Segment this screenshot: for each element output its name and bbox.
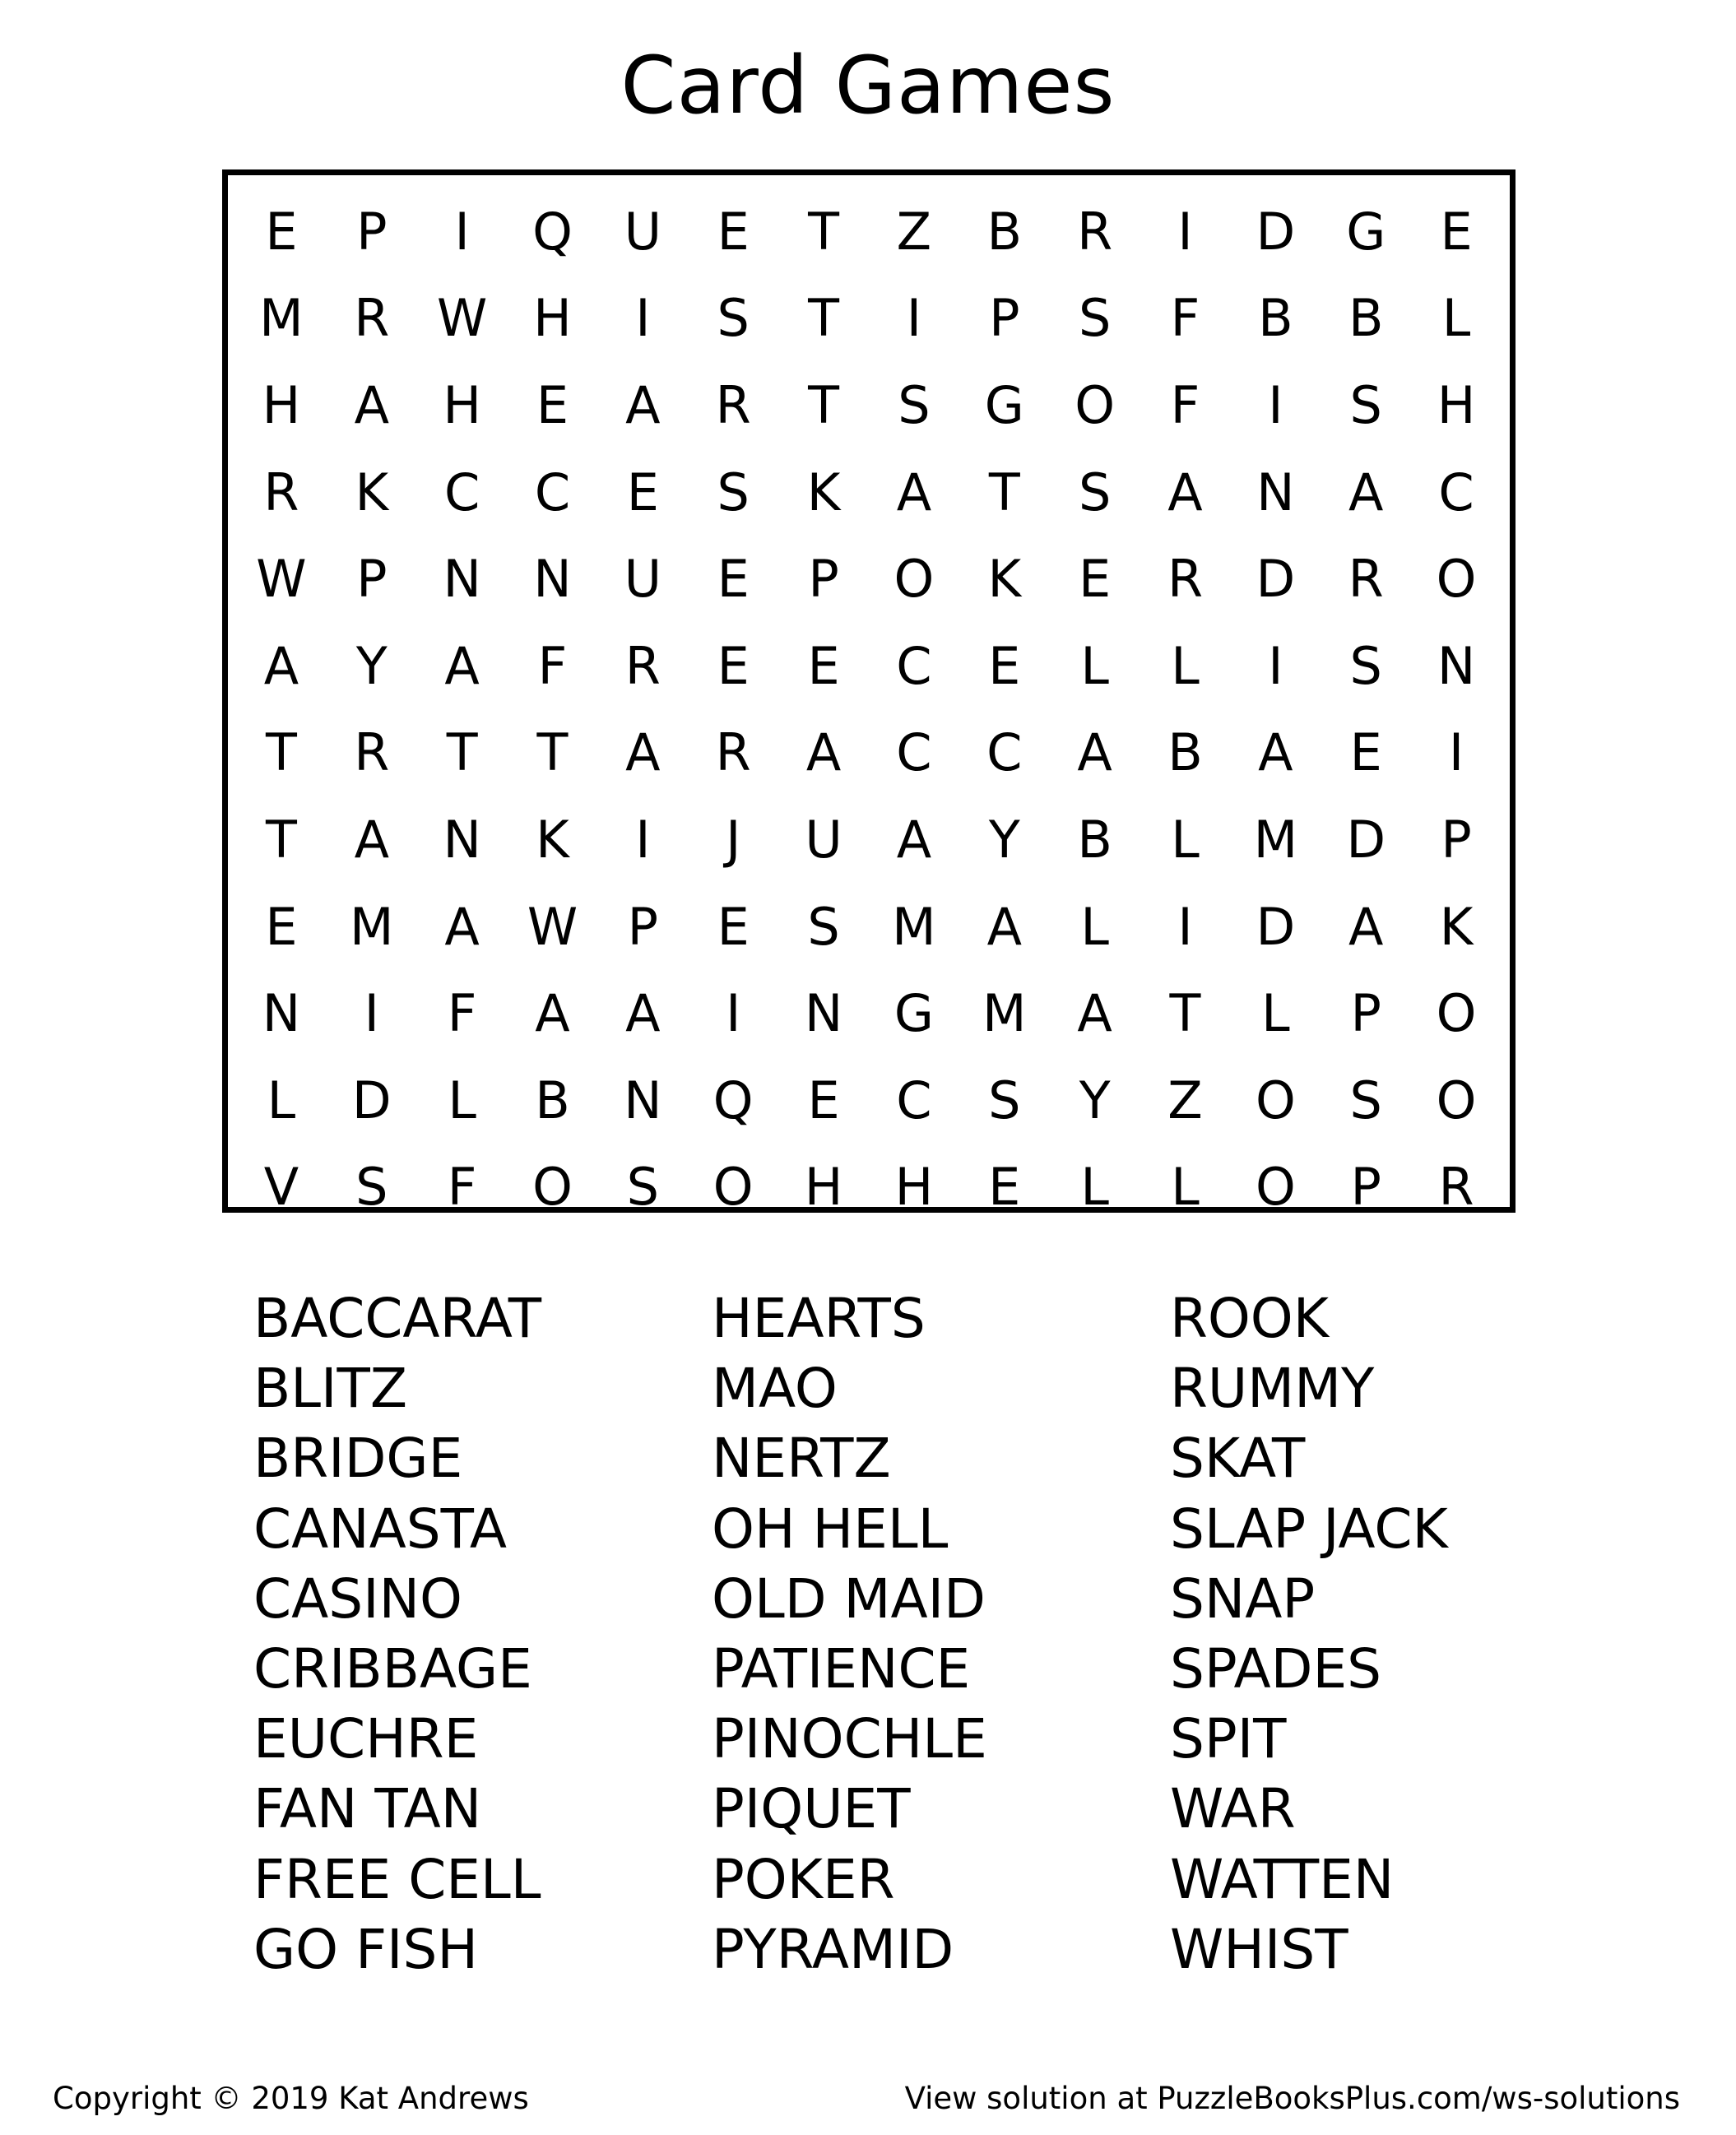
grid-letter: N [443,549,481,610]
grid-letter: A [444,635,480,696]
grid-letter: N [443,809,481,870]
grid-letter: S [717,288,750,349]
grid-letter: R [624,635,661,696]
grid-letter: I [635,288,651,349]
grid-letter: T [808,201,839,262]
grid-letter: O [1436,983,1477,1044]
word-column [712,1283,1170,1984]
page-title: Card Games [620,39,1116,132]
grid-letter: U [624,549,662,610]
grid-letter: E [265,896,298,957]
word-list-item: FREE CELL [253,1847,541,1911]
grid-letter: N [262,983,301,1044]
grid-letter: S [988,1070,1021,1130]
grid-letter: R [1438,1157,1474,1218]
grid-letter: O [1255,1070,1296,1130]
grid-letter: I [1177,201,1193,262]
word-list-item: RUMMY [1170,1357,1375,1421]
word-list-item: POKER [712,1847,895,1911]
word-list-item: WHIST [1170,1917,1348,1981]
word-list-item: HEARTS [712,1287,926,1350]
grid-letter: A [1258,722,1293,783]
word-list-item: CASINO [253,1566,462,1631]
grid-letter: R [1077,201,1113,262]
grid-letter: Z [896,201,932,262]
grid-letter: M [1253,809,1298,870]
grid-letter: P [627,896,659,957]
grid-letter: M [892,896,936,957]
grid-letter: I [726,983,741,1044]
grid-letter: L [1080,896,1109,957]
grid-letter: A [1348,896,1384,957]
word-list-item: BLITZ [253,1357,408,1421]
grid-letter: E [1079,549,1112,610]
grid-letter: U [805,809,842,870]
grid-letter: T [265,809,297,870]
grid-letter: P [1350,983,1381,1044]
grid-letter: H [894,1157,934,1218]
grid-letter: A [896,462,932,522]
solution-link-text: View solution at PuzzleBooksPlus.com/ws-solutions [904,2081,1680,2116]
grid-letter: B [1077,809,1112,870]
grid-letter: O [532,1157,573,1218]
word-list-item: CANASTA [253,1497,507,1561]
grid-letter: R [354,722,390,783]
grid-letter: E [536,374,569,435]
grid-letter: Y [988,809,1020,870]
grid-letter: O [1075,374,1116,435]
grid-letter: L [1171,1157,1200,1218]
grid-letter: F [447,1157,477,1218]
word-list-item: MAO [712,1357,838,1421]
grid-letter: P [808,549,839,610]
grid-letter: B [1167,722,1203,783]
grid-letter: W [436,288,488,349]
grid-letter: E [1440,201,1473,262]
word-list-item: FAN TAN [253,1777,482,1841]
word-column [253,1283,712,1984]
grid-letter: G [984,374,1024,435]
grid-letter: O [1255,1157,1296,1218]
grid-letter: S [626,1157,660,1218]
word-list-item: ROOK [1170,1287,1330,1350]
grid-letter: F [1170,374,1200,435]
grid-letter: E [807,635,840,696]
word-list-item: WATTEN [1170,1847,1395,1911]
grid-letter: C [896,722,932,783]
grid-letter: T [988,462,1020,522]
grid-letter: O [1436,549,1477,610]
grid-letter: H [443,374,481,435]
grid-letter: S [1349,635,1382,696]
grid-letter: J [726,809,741,870]
grid-letter: N [533,549,572,610]
grid-letter: L [267,1070,296,1130]
grid-letter: P [356,201,388,262]
grid-letter: W [256,549,307,610]
grid-letter: F [447,983,477,1044]
grid-letter: F [537,635,568,696]
grid-letter: K [536,809,569,870]
grid-letter: C [534,462,571,522]
grid-letter: I [906,288,922,349]
grid-letter: C [443,462,480,522]
grid-letter: S [898,374,931,435]
grid-letter: L [1171,809,1200,870]
grid-letter: B [535,1070,570,1130]
grid-letter: P [356,549,388,610]
grid-letter: O [894,549,935,610]
grid-letter: I [1268,374,1283,435]
grid-letter: R [1167,549,1204,610]
grid-letter: S [807,896,840,957]
word-list-item: SLAP JACK [1170,1497,1448,1561]
word-list-item: PYRAMID [712,1917,954,1981]
grid-letter: N [1437,635,1476,696]
grid-letter: T [536,722,569,783]
grid-letter: Q [532,201,573,262]
word-list-item: BRIDGE [253,1427,463,1491]
grid-letter: D [1256,201,1296,262]
word-column [1170,1283,1537,1984]
grid-letter: R [354,288,390,349]
grid-letter: L [1441,288,1471,349]
grid-letter: Y [1079,1070,1111,1130]
grid-letter: T [265,722,297,783]
grid-letter: A [1167,462,1203,522]
word-list-item: CRIBBAGE [253,1636,532,1701]
grid-letter: D [1346,809,1386,870]
grid-letter: A [896,809,932,870]
grid-letter: E [626,462,659,522]
grid-letter: N [804,983,843,1044]
grid-letter: S [1349,1070,1382,1130]
grid-letter: K [806,462,841,522]
grid-letter: E [717,635,750,696]
word-list-item: EUCHRE [253,1707,479,1771]
grid-letter: R [715,722,751,783]
grid-letter: I [1268,635,1283,696]
grid-letter: O [713,1157,754,1218]
copyright-text: Copyright © 2019 Kat Andrews [53,2081,529,2116]
grid-letter: A [625,722,661,783]
word-list-item: NERTZ [712,1427,891,1491]
grid-letter: C [896,1070,932,1130]
word-list-item: BACCARAT [253,1287,542,1350]
grid-letter: Q [713,1070,754,1130]
word-list-item: PIQUET [712,1777,911,1841]
grid-letter: P [989,288,1020,349]
grid-letter: M [982,983,1027,1044]
grid-letter: G [894,983,934,1044]
grid-letter: T [446,722,478,783]
grid-letter: H [262,374,301,435]
grid-letter: D [351,1070,392,1130]
grid-letter: M [259,288,304,349]
grid-letter: S [1078,462,1112,522]
grid-letter: V [263,1157,299,1218]
grid-letter: A [263,635,299,696]
grid-letter: E [265,201,298,262]
grid-letter: R [1348,549,1384,610]
grid-letter: S [1349,374,1382,435]
grid-letter: Z [1167,1070,1203,1130]
grid-letter: E [807,1070,840,1130]
grid-letter: P [1350,1157,1381,1218]
grid-letter: N [624,1070,662,1130]
grid-letter: L [1171,635,1200,696]
grid-letter: E [1349,722,1382,783]
grid-letter: E [717,201,750,262]
grid-letter: S [717,462,750,522]
grid-letter: T [808,374,839,435]
grid-letter: H [1437,374,1476,435]
grid-letter: E [717,549,750,610]
grid-letter: F [1170,288,1200,349]
grid-letter: D [1256,896,1296,957]
grid-letter: I [1177,896,1193,957]
word-list-item: PINOCHLE [712,1707,987,1771]
grid-letter: H [533,288,572,349]
grid-letter: D [1256,549,1296,610]
grid-letter: E [988,1157,1021,1218]
grid-letter: R [715,374,751,435]
grid-letter: W [527,896,578,957]
grid-letter: A [625,374,661,435]
word-list-item: SNAP [1170,1566,1316,1631]
grid-letter: L [1080,1157,1109,1218]
grid-letter: A [444,896,480,957]
grid-letter: K [1439,896,1474,957]
grid-letter: A [1077,983,1112,1044]
grid-letter: I [454,201,470,262]
grid-letter: S [355,1157,388,1218]
grid-letter: B [1348,288,1384,349]
grid-letter: A [354,809,389,870]
grid-letter: M [350,896,394,957]
word-list-item: OLD MAID [712,1566,986,1631]
grid-letter: B [986,201,1023,262]
word-list-item: PATIENCE [712,1636,971,1701]
grid-letter: O [1436,1070,1477,1130]
word-list-item: GO FISH [253,1917,479,1981]
grid-letter: U [624,201,662,262]
word-list-item: SKAT [1170,1427,1306,1491]
word-list-item: SPADES [1170,1636,1382,1701]
grid-letter: K [355,462,389,522]
word-list-item: SPIT [1170,1707,1287,1771]
grid-letter: H [804,1157,843,1218]
grid-letter: R [263,462,299,522]
grid-letter: A [986,896,1022,957]
grid-letter: A [535,983,570,1044]
word-list [253,1283,1537,1984]
grid-letter: I [635,809,651,870]
grid-letter: L [1261,983,1290,1044]
grid-letter: Y [355,635,388,696]
grid-letter: I [364,983,379,1044]
grid-letter: T [1169,983,1201,1044]
letter-grid [228,188,1510,1231]
grid-letter: G [1346,201,1386,262]
grid-letter: C [1438,462,1474,522]
grid-letter: P [1441,809,1472,870]
grid-letter: A [625,983,661,1044]
grid-letter: E [988,635,1021,696]
word-list-item: OH HELL [712,1497,949,1561]
word-list-item: WAR [1170,1777,1296,1841]
grid-letter: S [1078,288,1112,349]
grid-letter: B [1258,288,1293,349]
grid-letter: L [448,1070,476,1130]
grid-letter: A [1348,462,1384,522]
grid-letter: A [1077,722,1112,783]
grid-letter: T [808,288,839,349]
grid-letter: C [896,635,932,696]
letter-grid-frame [222,169,1516,1218]
grid-letter: C [986,722,1023,783]
grid-letter: N [1256,462,1295,522]
grid-letter: K [987,549,1022,610]
grid-letter: A [805,722,842,783]
grid-letter: A [354,374,389,435]
grid-letter: E [717,896,750,957]
grid-letter: L [1080,635,1109,696]
grid-letter: I [1448,722,1464,783]
